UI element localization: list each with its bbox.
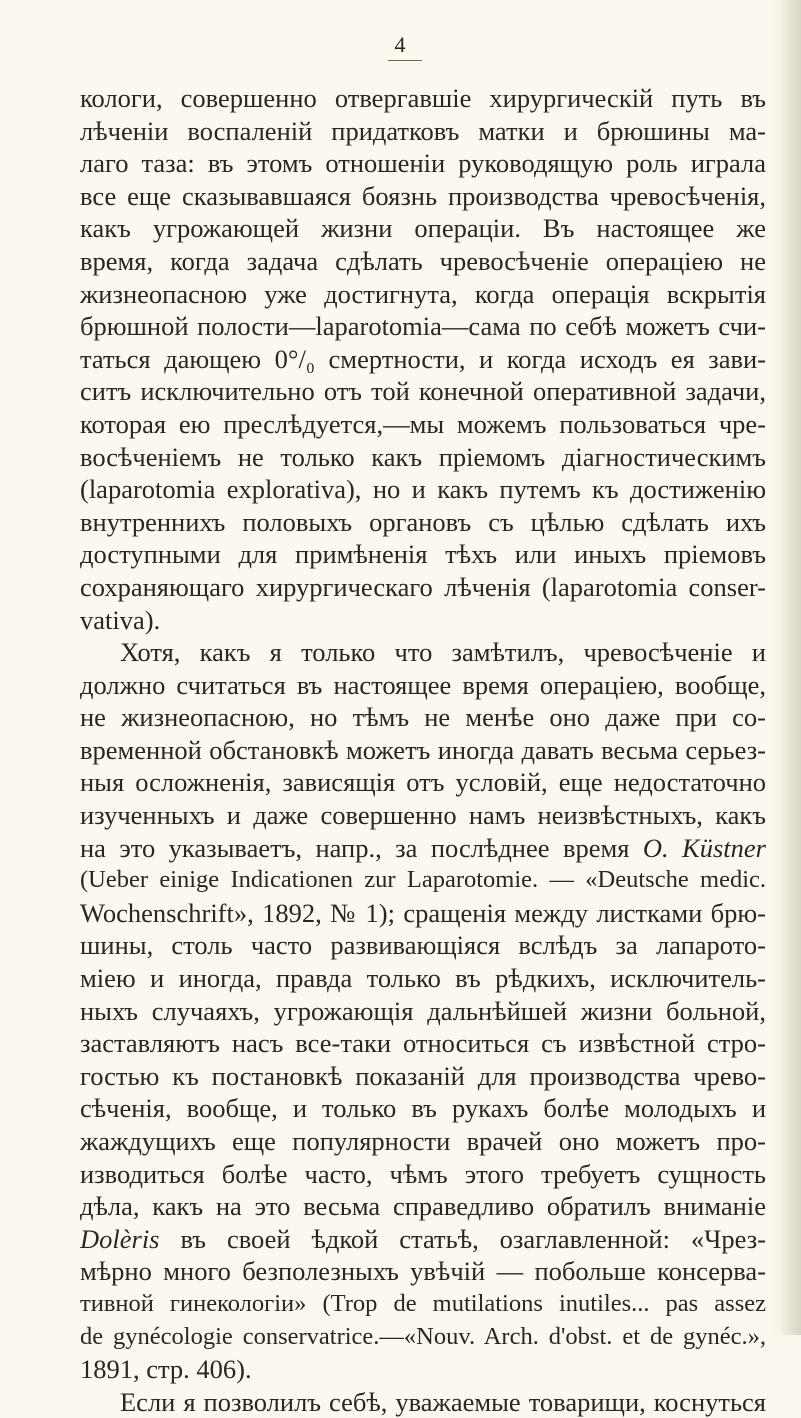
text-line-with-author bbox=[80, 832, 766, 865]
text-line: лѣченіи воспаленій придатковъ матки и брюшины ма- bbox=[80, 115, 766, 146]
text-line: ныхъ случаяхъ, угрожающія дальнѣйшей жизни больной, bbox=[80, 995, 766, 1026]
text-line: (laparotomia explorativa), но и какъ путемъ къ достиженію bbox=[80, 474, 766, 505]
text-line: доступными для примѣненія тѣхъ или иныхъ пріемовъ bbox=[80, 539, 766, 570]
text-line: (Ueber einige Indicationen zur Laparotomie. — «Deutsche medic. bbox=[80, 866, 766, 894]
text-line: vativa). bbox=[80, 604, 161, 635]
text-line: изводиться болѣе часто, чѣмъ этого требуетъ сущность bbox=[80, 1158, 766, 1189]
text-line: шины, столь часто развивающіяся вслѣдъ за лапарото- bbox=[80, 930, 766, 961]
text-line: внутреннихъ половыхъ органовъ съ цѣлью сдѣлать ихъ bbox=[80, 506, 766, 537]
text-line-with-author bbox=[80, 1223, 766, 1256]
text-line: міею и иногда, правда только въ рѣдкихъ, исключитель- bbox=[80, 963, 766, 994]
author-name: O. Küstner bbox=[642, 832, 766, 863]
text-line: время, когда задача сдѣлать чревосѣченіе операціею не bbox=[80, 245, 766, 276]
text-line: Если я позволилъ себѣ, уважаемые товарищи, коснуться bbox=[120, 1386, 766, 1417]
text-line: сохраняющаго хирургическаго лѣченія (laparotomia conser- bbox=[80, 571, 766, 602]
text-line-fragment: въ своей ѣдкой статьѣ, озаглавленной: «Чрез- bbox=[180, 1223, 766, 1254]
text-line: изученныхъ и даже совершенно намъ неизвѣстныхъ, какъ bbox=[80, 800, 766, 831]
body-text bbox=[80, 82, 766, 1418]
text-line: временной обстановкѣ можетъ иногда давать весьма серьез- bbox=[80, 734, 766, 765]
text-line: сѣченія, вообще, и только въ рукахъ болѣе молодыхъ и bbox=[80, 1093, 766, 1124]
text-line: гостью къ постановкѣ показаній для производства чрево- bbox=[80, 1060, 766, 1091]
text-line-fragment: на это указываетъ, напр., за послѣднее время bbox=[80, 832, 630, 863]
text-line: не жизнеопасною, но тѣмъ не менѣе оно даже при со- bbox=[80, 702, 766, 733]
text-line: тивной гинекологіи» (Trop de mutilations inutiles... pas assez bbox=[80, 1289, 766, 1317]
text-line: ситъ исключительно отъ той конечной оперативной задачи, bbox=[80, 376, 766, 407]
text-line: восѣченіемъ не только какъ пріемомъ діагностическимъ bbox=[80, 441, 766, 472]
text-line: жизнеопасною уже достигнута, когда операція вскрытія bbox=[80, 278, 766, 309]
text-line: которая ею преслѣдуется,—мы можемъ пользоваться чре- bbox=[80, 408, 766, 439]
text-line: какъ угрожающей жизни операціи. Въ настоящее же bbox=[80, 213, 766, 244]
text-line: мѣрно много безполезныхъ увѣчій — побольше консерва- bbox=[80, 1256, 766, 1287]
text-line: заставляютъ насъ все-таки относиться съ извѣстной стро- bbox=[80, 1028, 766, 1059]
text-line: должно считаться въ настоящее время операціею, вообще, bbox=[80, 669, 766, 700]
text-line: de gynécologie conservatrice.—«Nouv. Arch. d'obst. et de gynéc.», bbox=[80, 1322, 766, 1350]
text-line: 1891, стр. 406). bbox=[80, 1354, 252, 1385]
header-rule bbox=[388, 60, 422, 61]
text-line: ныя осложненія, зависящія отъ условій, еще недостаточно bbox=[80, 767, 766, 798]
text-line: дѣла, какъ на это весьма справедливо обратилъ вниманіе bbox=[80, 1191, 766, 1222]
page-number: 4 bbox=[394, 32, 407, 57]
text-line: таться дающею 0°/₀ смертности, и когда исходъ ея зави- bbox=[80, 343, 766, 374]
text-line: все еще сказывавшаяся боязнь производства чревосѣченія, bbox=[80, 180, 766, 211]
page-edge-shadow bbox=[779, 0, 801, 1335]
text-line: Хотя, какъ я только что замѣтилъ, чревосѣченіе и bbox=[120, 637, 766, 668]
author-name: Dolèris bbox=[80, 1223, 160, 1254]
text-line: Wochenschrift», 1892, № 1); сращенія между листками брю- bbox=[80, 897, 766, 928]
text-line: брюшной полости—laparotomia—сама по себѣ можетъ счи- bbox=[80, 311, 766, 342]
text-line: лаго таза: въ этомъ отношеніи руководящую роль играла bbox=[80, 148, 766, 179]
text-line: жаждущихъ еще популярности врачей оно можетъ про- bbox=[80, 1126, 766, 1156]
text-line: кологи, совершенно отвергавшіе хирургическій путь въ bbox=[80, 83, 766, 113]
